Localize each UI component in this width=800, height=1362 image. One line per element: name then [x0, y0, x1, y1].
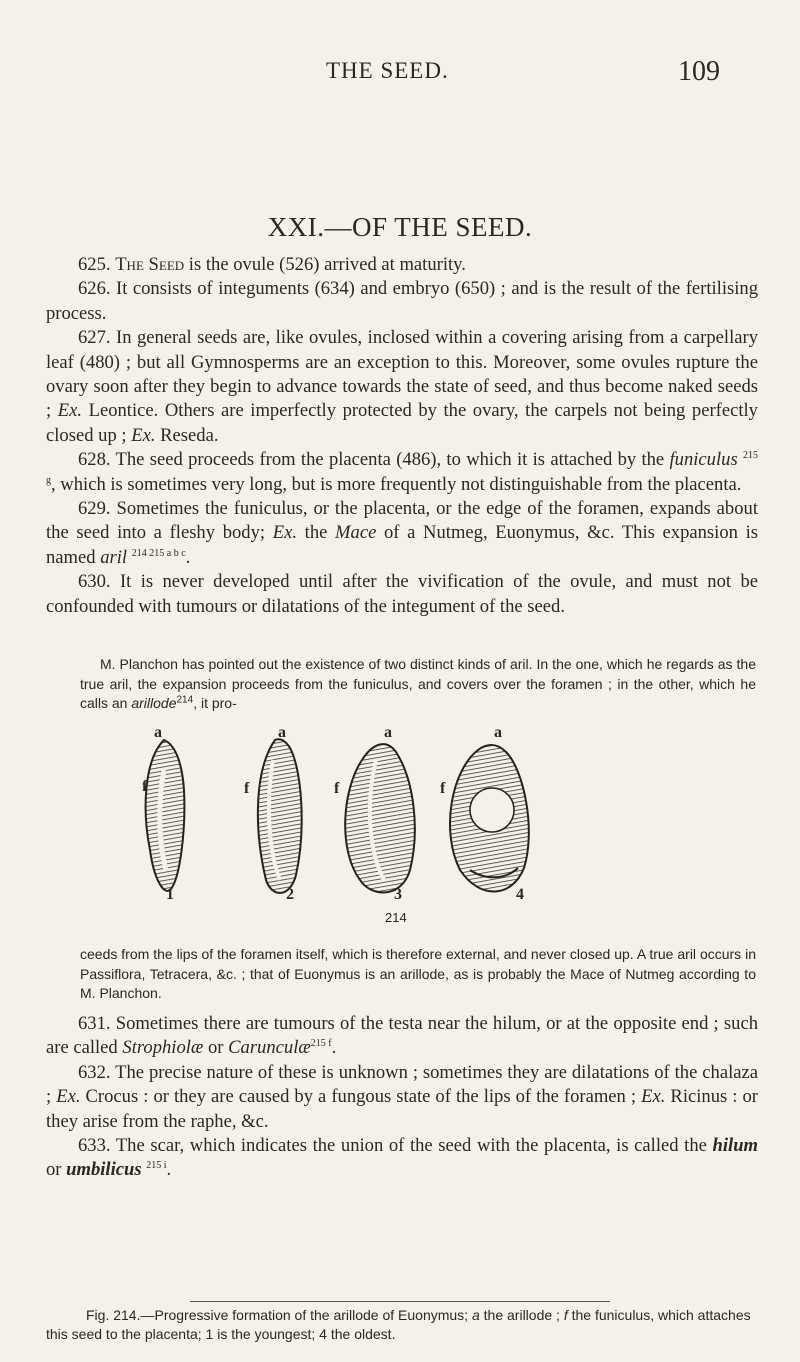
paragraph-631: 631. Sometimes there are tumours of the testa near the hilum, or at the opposite end ; such are called Strophiolæ or Carunculæ$^{215 f}$. — [46, 1013, 758, 1059]
running-head — [0, 56, 800, 90]
seed-stage-2 — [258, 739, 302, 893]
label-a-4: a — [494, 724, 502, 741]
paragraph-626: 626. It consists of integuments (634) and embryo (650) ; and is the result of the fertilising process. — [46, 278, 758, 324]
label-a-1: a — [154, 724, 162, 741]
chapter-title: XXI.—OF THE SEED. — [267, 212, 533, 242]
fig-number-2: 2 — [286, 886, 294, 903]
seed-stage-1 — [146, 740, 185, 891]
footnote-rule — [190, 1301, 610, 1302]
note-part-2: ceeds from the lips of the foramen itself, which is therefore external, and never closed up. A true aril occurs in Passiflora, Tetracera, &c. ; that of Euonymus is an arillode, as is probably the Mace of Nutmeg according to M. Planchon. — [80, 946, 756, 1001]
note-part-1: M. Planchon has pointed out the existence of two distinct kinds of aril. In the one, which he regards as the true aril, the expansion proceeds from the funiculus, and covers over the foramen ; in the other, which he calls an arillode$^{214}$, it pro- — [80, 656, 756, 711]
label-f-3: f — [334, 780, 340, 797]
paragraph-630: 630. It is never developed until after the vivification of the ovule, and must not be confounded with tumours or dilatations of the integument of the seed. — [46, 571, 758, 617]
fig-number-3: 3 — [394, 886, 402, 903]
figure-caption: Fig. 214.—Progressive formation of the arillode of Euonymus; a the arillode ; f the funiculus, which attaches this seed to the placenta; 1 is the youngest; 4 the oldest. — [46, 1307, 751, 1342]
paragraph-625: 625. The Seed is the ovule (526) arrived at maturity. — [78, 254, 466, 275]
running-title: THE SEED. — [326, 58, 449, 83]
paragraph-627: 627. In general seeds are, like ovules, inclosed within a covering arising from a carpellary leaf (480) ; but all Gymnosperms are an exception to this. Moreover, some ovules rupture the ovary soon after they begin to advance towards the state of seed, and thus become naked seeds ; Ex. Leontice. Others are imperfectly protected by the ovary, the carpels not being perfectly closed up ; Ex. Reseda. — [46, 327, 758, 446]
figure-number: 214 — [385, 910, 407, 925]
label-f-2: f — [244, 780, 250, 797]
fig-number-1: 1 — [166, 886, 174, 903]
figure-214 — [140, 724, 660, 930]
paragraph-628: 628. The seed proceeds from the placenta (486), to which it is attached by the funiculus $^{215 g}$, which is sometimes very long, but is more frequently not distinguishable from the placenta. — [46, 449, 758, 495]
paragraph-629: 629. Sometimes the funiculus, or the placenta, or the edge of the foramen, expands about the seed into a fleshy body; Ex. the Mace of a Nutmeg, Euonymus, &c. This expansion is named aril $^{214 215 a b c}$. — [46, 498, 758, 568]
paragraph-633: 633. The scar, which indicates the union of the seed with the placenta, is called the hilum or umbilicus $^{215 i}$. — [46, 1135, 758, 1181]
label-a-3: a — [384, 724, 392, 741]
label-f-4: f — [440, 780, 446, 797]
paragraph-632: 632. The precise nature of these is unknown ; sometimes they are dilatations of the chalaza ; Ex. Crocus : or they are caused by a fungous state of the lips of the foramen ; Ex. Ricinus : or they arise from the raphe, &c. — [46, 1061, 758, 1132]
body-text-top — [46, 253, 758, 619]
label-f-1: f — [142, 778, 148, 795]
seed-stage-3 — [345, 744, 415, 892]
body-text-bottom — [46, 1012, 758, 1183]
page-number: 109 — [678, 56, 720, 87]
fig-number-4: 4 — [516, 886, 524, 903]
label-a-2: a — [278, 724, 286, 741]
seed-stage-4 — [450, 745, 529, 892]
